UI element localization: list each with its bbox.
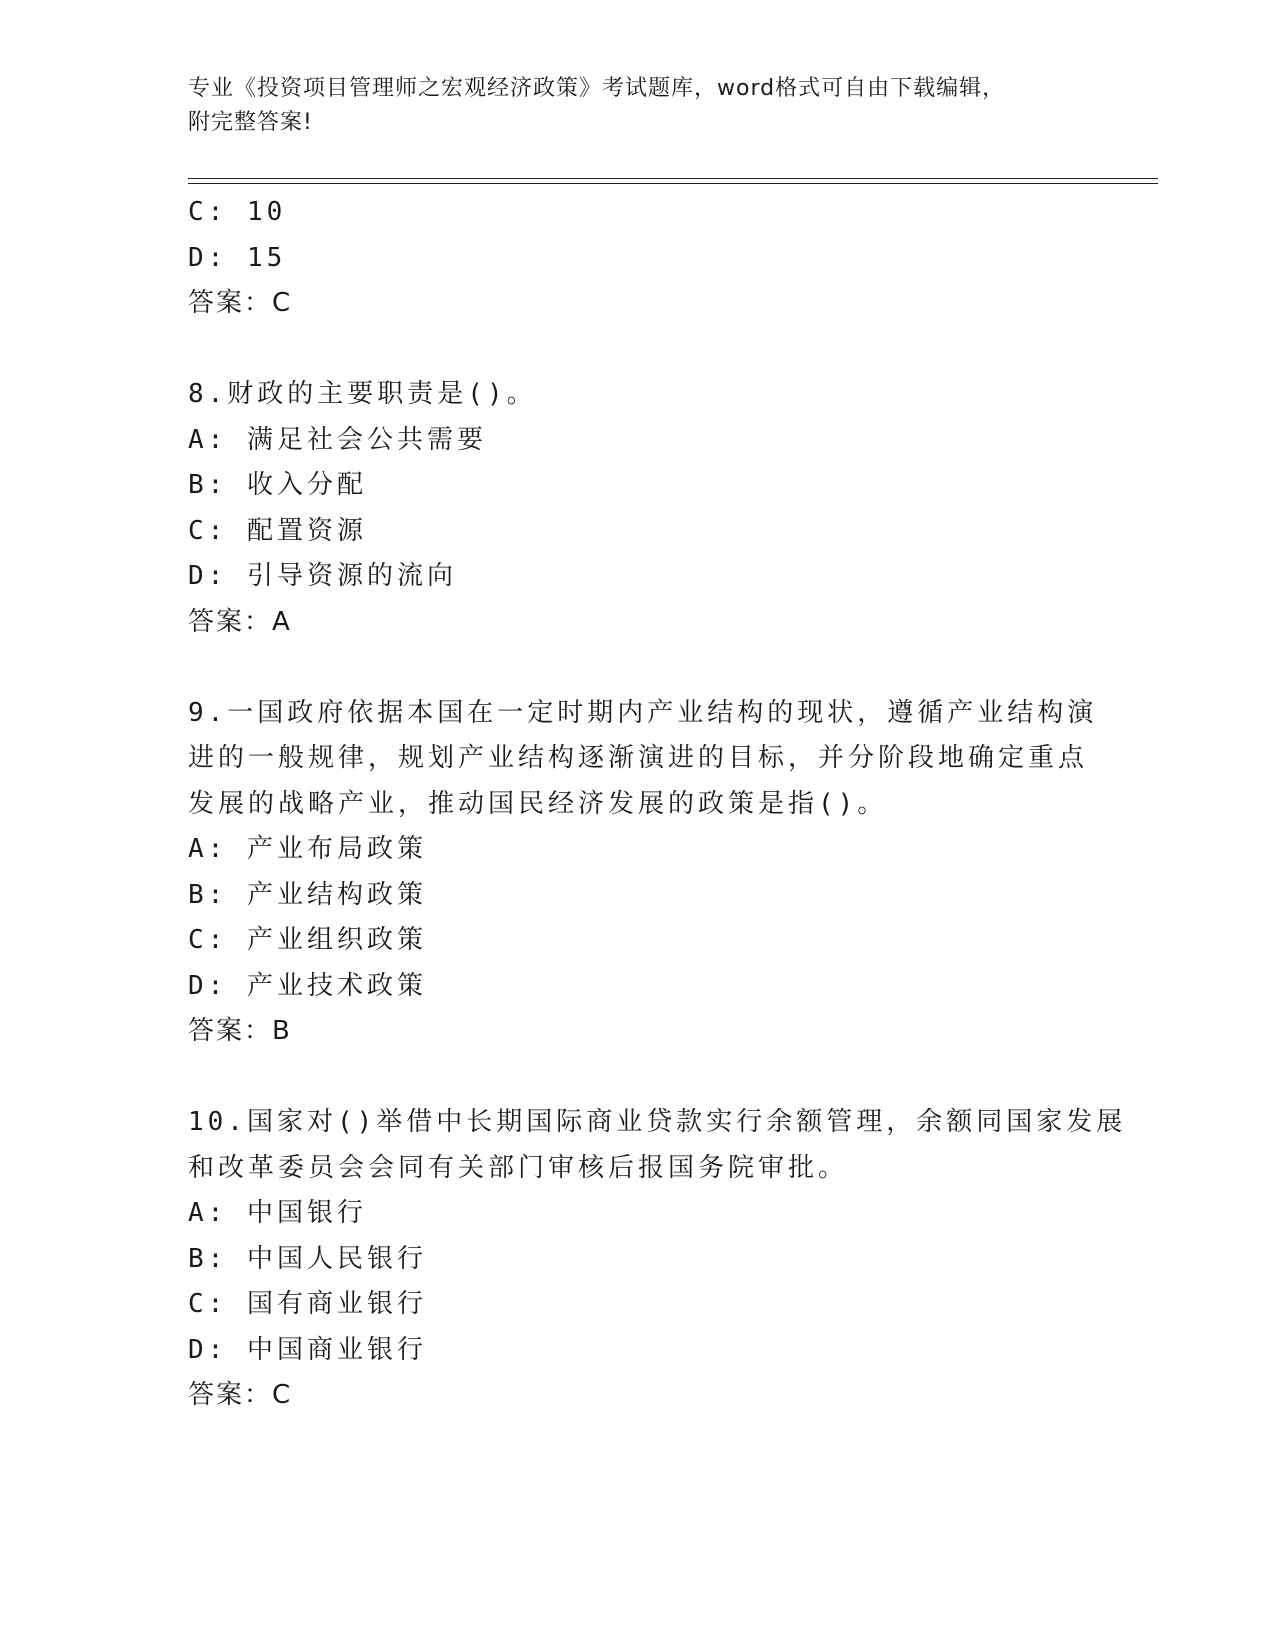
option-a: A: 产业布局政策 bbox=[188, 834, 427, 864]
answer: 答案：C bbox=[188, 1380, 293, 1410]
answer: 答案：A bbox=[188, 606, 292, 637]
spacer bbox=[188, 327, 1088, 373]
option-d: D: 产业技术政策 bbox=[188, 970, 427, 1001]
header-divider bbox=[188, 178, 1158, 184]
question-stem-line-3: 发展的战略产业，推动国民经济发展的政策是指()。 bbox=[188, 788, 888, 819]
answer: 答案：B bbox=[188, 1016, 292, 1046]
question-stem-line-2: 和改革委员会会同有关部门审核后报国务院审批。 bbox=[188, 1152, 849, 1183]
question-stem: 8.财政的主要职责是()。 bbox=[188, 379, 537, 409]
option-c: C: 配置资源 bbox=[188, 515, 367, 546]
option-a: A: 中国银行 bbox=[188, 1198, 367, 1228]
question-stem-line-2: 进的一般规律，规划产业结构逐渐演进的目标，并分阶段地确定重点 bbox=[188, 743, 1089, 773]
option-c: C: 产业组织政策 bbox=[188, 925, 427, 955]
option-b: B: 中国人民银行 bbox=[188, 1243, 427, 1274]
question-10 bbox=[188, 1100, 1127, 1419]
question-7-tail bbox=[188, 190, 1088, 327]
header-line-2: 附完整答案! bbox=[188, 110, 313, 135]
option-d: D: 中国商业银行 bbox=[188, 1334, 427, 1365]
spacer bbox=[188, 645, 1088, 691]
option-c: C: 国有商业银行 bbox=[188, 1289, 427, 1319]
option-c: C: 10 bbox=[188, 197, 287, 227]
option-d: D: 引导资源的流向 bbox=[188, 561, 457, 591]
option-b: B: 产业结构政策 bbox=[188, 879, 427, 910]
question-8 bbox=[188, 372, 1088, 645]
question-stem-line-1: 9.一国政府依据本国在一定时期内产业结构的现状，遵循产业结构演 bbox=[188, 697, 1098, 728]
answer: 答案：C bbox=[188, 288, 293, 318]
header-line-1: 专业《投资项目管理师之宏观经济政策》考试题库，word格式可自由下载编辑， bbox=[188, 76, 1006, 101]
question-9 bbox=[188, 691, 1098, 1055]
spacer bbox=[188, 1055, 1088, 1101]
question-stem-line-1: 10.国家对()举借中长期国际商业贷款实行余额管理，余额同国家发展 bbox=[188, 1107, 1127, 1137]
question-list bbox=[188, 190, 1127, 1419]
document-header bbox=[188, 72, 1088, 140]
option-d: D: 15 bbox=[188, 242, 287, 273]
option-b: B: 收入分配 bbox=[188, 470, 367, 500]
option-a: A: 满足社会公共需要 bbox=[188, 424, 487, 455]
